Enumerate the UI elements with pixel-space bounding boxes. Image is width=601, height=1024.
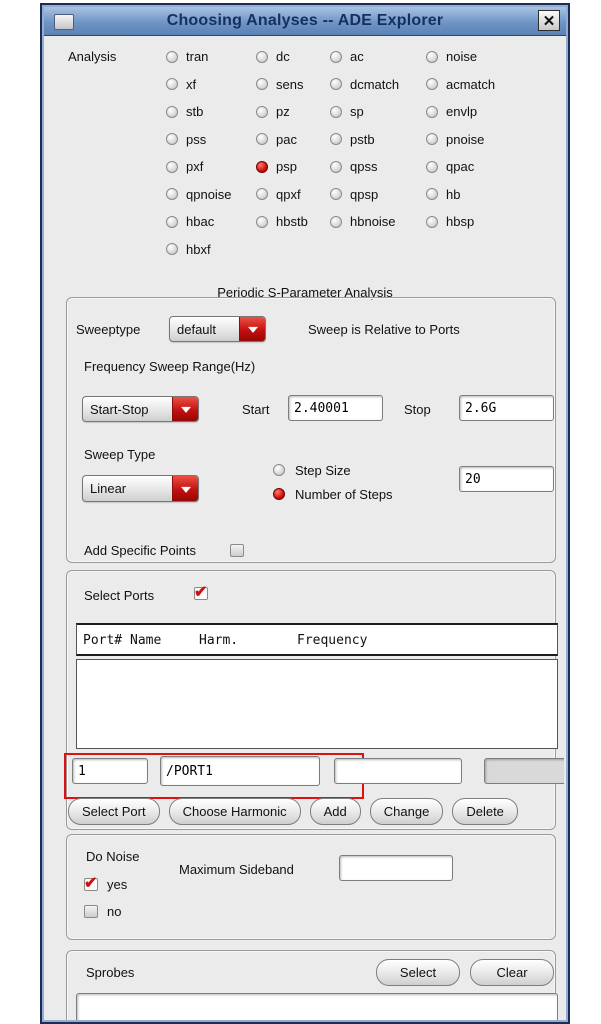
sweeptype-value: default (177, 321, 217, 337)
stop-input[interactable] (459, 395, 554, 421)
close-icon[interactable]: ✕ (538, 10, 560, 31)
analysis-option-pxf[interactable] (166, 159, 256, 174)
analysis-option-label: stb (186, 104, 204, 120)
radio-icon[interactable] (330, 216, 342, 228)
add-button[interactable]: Add (310, 798, 361, 825)
analysis-option-label: acmatch (446, 76, 496, 92)
step-size-radio[interactable] (273, 464, 285, 476)
analysis-option-label: tran (186, 49, 209, 65)
radio-icon[interactable] (256, 188, 268, 200)
radio-icon[interactable] (166, 188, 178, 200)
ports-list[interactable] (76, 659, 558, 749)
window-title: Choosing Analyses -- ADE Explorer (166, 12, 444, 29)
analysis-option-xf[interactable] (166, 77, 256, 92)
analysis-option-dc[interactable] (256, 49, 330, 64)
select-ports-label: Select Ports (84, 588, 155, 603)
analysis-option-pac[interactable] (256, 132, 330, 147)
analysis-option-hbac[interactable] (166, 214, 256, 229)
select-ports-checkbox[interactable] (194, 587, 208, 600)
radio-icon[interactable] (256, 106, 268, 118)
analysis-option-label: hbsp (446, 214, 475, 230)
analysis-option-label: pxf (186, 159, 204, 175)
analysis-option-label: pnoise (446, 131, 485, 147)
radio-icon[interactable] (426, 133, 438, 145)
analysis-option-label: qpss (350, 159, 378, 175)
start-label: Start (242, 402, 270, 417)
max-sideband-label: Maximum Sideband (179, 862, 294, 877)
col-port-num: Port# (83, 633, 123, 648)
radio-icon[interactable] (330, 188, 342, 200)
analysis-label: Analysis (68, 49, 117, 64)
radio-icon[interactable] (330, 78, 342, 90)
analysis-option-qpac[interactable] (426, 159, 556, 174)
start-input[interactable] (288, 395, 383, 421)
radio-icon[interactable] (166, 51, 178, 63)
chevron-down-icon[interactable] (239, 317, 265, 341)
choose-harmonic-button[interactable]: Choose Harmonic (169, 798, 301, 825)
radio-icon[interactable] (426, 106, 438, 118)
analysis-option-label: hbxf (186, 241, 211, 257)
analysis-option-label: pstb (350, 131, 375, 147)
analysis-option-pz[interactable] (256, 104, 330, 119)
analysis-option-qpxf[interactable] (256, 187, 330, 202)
radio-icon[interactable] (166, 161, 178, 173)
analysis-option-label: dcmatch (350, 76, 400, 92)
radio-icon[interactable] (426, 216, 438, 228)
max-sideband-input[interactable] (339, 855, 453, 881)
delete-button[interactable]: Delete (452, 798, 518, 825)
analysis-option-hbstb[interactable] (256, 214, 330, 229)
analysis-option-label: sens (276, 76, 304, 92)
add-specific-points-checkbox[interactable] (230, 544, 244, 557)
radio-icon[interactable] (256, 216, 268, 228)
radio-icon[interactable] (426, 161, 438, 173)
sweep-type-value: Linear (90, 481, 127, 496)
window-menu-icon[interactable] (54, 14, 74, 30)
radio-icon[interactable] (330, 161, 342, 173)
stop-label: Stop (404, 402, 431, 417)
radio-icon[interactable] (166, 243, 178, 255)
radio-icon[interactable] (166, 106, 178, 118)
add-specific-points-label: Add Specific Points (84, 543, 197, 558)
sweep-type-dropdown[interactable] (82, 475, 199, 502)
analysis-option-label: hbac (186, 214, 215, 230)
analysis-radio-group (166, 43, 556, 263)
noise-no-label: no (107, 904, 122, 919)
analysis-option-label: pss (186, 131, 207, 147)
analysis-option-label: qpsp (350, 186, 379, 202)
port-name-input[interactable] (160, 756, 320, 786)
section-title: Periodic S-Parameter Analysis (217, 285, 393, 300)
sweep-relative-note: Sweep is Relative to Ports (308, 322, 460, 337)
analysis-option-label: envlp (446, 104, 478, 120)
radio-icon[interactable] (256, 133, 268, 145)
radio-icon[interactable] (426, 188, 438, 200)
col-frequency: Frequency (297, 633, 368, 648)
step-size-label: Step Size (295, 463, 351, 478)
analysis-option-hbnoise[interactable] (330, 214, 426, 229)
range-type-dropdown[interactable] (82, 396, 199, 422)
noise-yes-checkbox[interactable] (84, 878, 98, 891)
change-button[interactable]: Change (370, 798, 444, 825)
analysis-option-label: dc (276, 49, 290, 65)
steps-input[interactable] (459, 466, 554, 492)
analysis-option-pstb[interactable] (330, 132, 426, 147)
sprobes-label: Sprobes (86, 965, 135, 980)
analysis-option-label: pz (276, 104, 290, 120)
ports-button-row (68, 798, 518, 825)
analysis-option-stb[interactable] (166, 104, 256, 119)
select-port-button[interactable]: Select Port (68, 798, 160, 825)
sprobes-input[interactable] (76, 993, 558, 1020)
analysis-option-tran[interactable] (166, 49, 256, 64)
harmonic-input[interactable] (334, 758, 462, 784)
ports-table-header (76, 623, 558, 656)
analysis-option-ac[interactable] (330, 49, 426, 64)
sweeptype-label: Sweeptype (76, 322, 141, 337)
number-of-steps-label: Number of Steps (295, 487, 393, 502)
port-number-input[interactable] (72, 758, 148, 784)
analysis-option-label: hb (446, 186, 461, 202)
frequency-input (484, 758, 564, 784)
radio-icon[interactable] (166, 78, 178, 90)
analysis-option-noise[interactable] (426, 49, 556, 64)
radio-icon[interactable] (330, 133, 342, 145)
radio-icon[interactable] (166, 133, 178, 145)
analysis-option-pss[interactable] (166, 132, 256, 147)
sprobes-select-button[interactable]: Select (376, 959, 460, 986)
noise-yes-label: yes (107, 877, 128, 892)
do-noise-group (66, 834, 556, 940)
radio-icon[interactable] (256, 78, 268, 90)
freq-range-label: Frequency Sweep Range(Hz) (84, 359, 256, 374)
analysis-option-label: qpac (446, 159, 475, 175)
radio-icon[interactable] (256, 51, 268, 63)
analysis-option-qpsp[interactable] (330, 187, 426, 202)
analysis-option-envlp[interactable] (426, 104, 556, 119)
analysis-option-label: pac (276, 131, 297, 147)
analysis-option-hb[interactable] (426, 187, 556, 202)
sprobes-clear-button[interactable]: Clear (470, 959, 554, 986)
analysis-option-qpss[interactable] (330, 159, 426, 174)
radio-icon[interactable] (330, 106, 342, 118)
analysis-option-sens[interactable] (256, 77, 330, 92)
analysis-option-label: hbstb (276, 214, 308, 230)
analysis-option-hbxf[interactable] (166, 242, 256, 257)
analysis-option-sp[interactable] (330, 104, 426, 119)
col-name: Name (130, 633, 162, 648)
noise-no-checkbox[interactable] (84, 905, 98, 918)
chevron-down-icon[interactable] (172, 476, 198, 501)
radio-icon[interactable] (166, 216, 178, 228)
radio-icon[interactable] (256, 161, 268, 173)
analysis-option-dcmatch[interactable] (330, 77, 426, 92)
analysis-option-label: sp (350, 104, 364, 120)
chevron-down-icon[interactable] (172, 397, 198, 421)
analysis-option-label: ac (350, 49, 364, 65)
titlebar[interactable] (44, 7, 566, 36)
col-harm: Harm. (199, 633, 239, 648)
analysis-option-label: qpnoise (186, 186, 232, 202)
analysis-option-label: xf (186, 76, 197, 92)
analysis-option-pnoise[interactable] (426, 132, 556, 147)
do-noise-label: Do Noise (86, 849, 140, 864)
analysis-option-hbsp[interactable] (426, 214, 556, 229)
analysis-option-label: hbnoise (350, 214, 396, 230)
radio-icon[interactable] (426, 78, 438, 90)
radio-icon[interactable] (426, 51, 438, 63)
analysis-option-acmatch[interactable] (426, 77, 556, 92)
analysis-option-label: psp (276, 159, 297, 175)
sweeptype-dropdown[interactable] (169, 316, 266, 342)
analysis-option-qpnoise[interactable] (166, 187, 256, 202)
dialog-window (40, 3, 570, 1024)
sweep-type-label: Sweep Type (84, 447, 156, 462)
analysis-option-psp[interactable] (256, 159, 330, 174)
dialog-content (46, 35, 564, 1020)
analysis-option-label: noise (446, 49, 478, 65)
radio-icon[interactable] (330, 51, 342, 63)
number-of-steps-radio[interactable] (273, 488, 285, 500)
analysis-option-label: qpxf (276, 186, 301, 202)
range-type-value: Start-Stop (90, 401, 149, 417)
